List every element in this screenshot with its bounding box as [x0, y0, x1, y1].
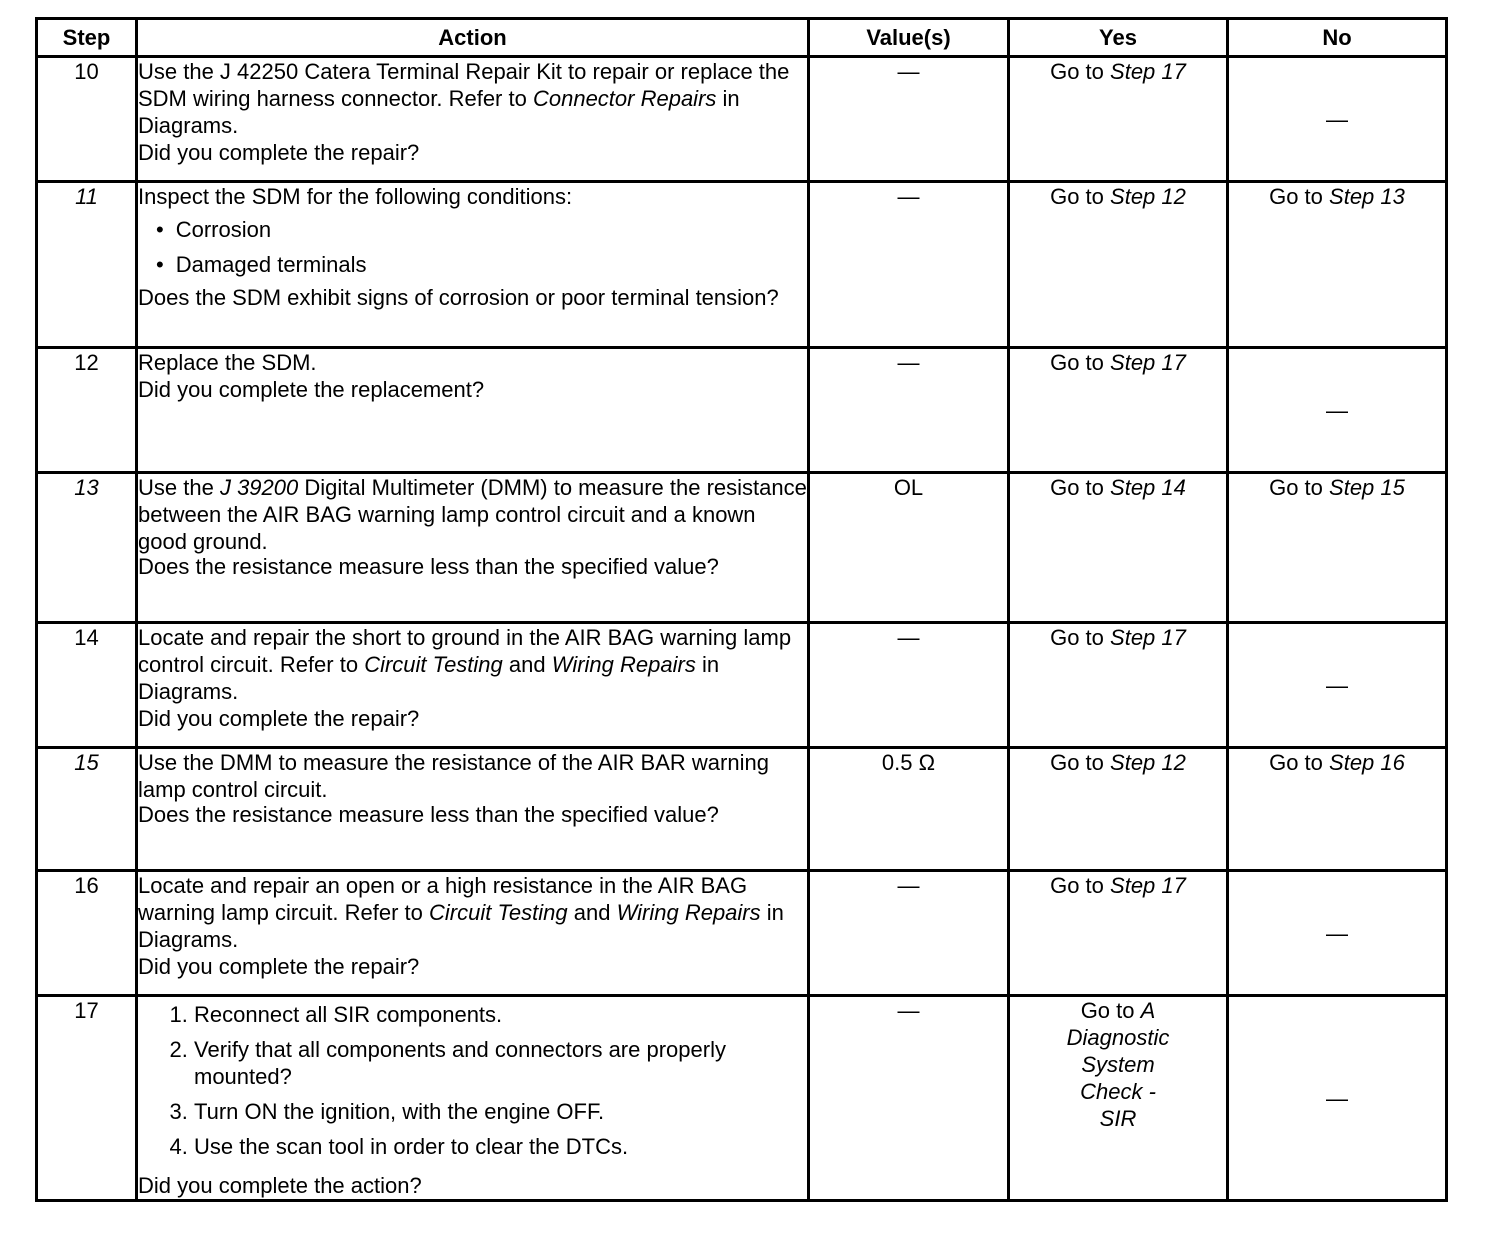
step-number: 12	[37, 348, 137, 473]
table-row	[37, 623, 1447, 748]
step-number: 10	[37, 57, 137, 182]
list-item: 4. Use the scan tool in order to clear the DTCs.	[194, 1133, 807, 1160]
no-cell: —	[1228, 348, 1447, 473]
action-text: Locate and repair the short to ground in the AIR BAG warning lamp control circuit. Refer to Circuit Testing and Wiring Repairs in Diagrams.	[138, 625, 792, 704]
action-question: Did you complete the replacement?	[138, 377, 485, 402]
action-text: Use the J 39200 Digital Multimeter (DMM) to measure the resistance between the AIR BAG warning lamp control circuit and a known good ground.	[138, 475, 807, 554]
table-row	[37, 996, 1447, 1201]
no-cell: —	[1228, 623, 1447, 748]
value-cell: —	[809, 348, 1009, 473]
step-number: 13	[37, 473, 137, 623]
yes-cell: Go to Step 14	[1009, 473, 1228, 623]
list-item: 2. Verify that all components and connectors are properly mounted?	[194, 1036, 807, 1090]
value-cell: —	[809, 623, 1009, 748]
action-cell	[137, 57, 809, 182]
step-number: 14	[37, 623, 137, 748]
action-cell	[137, 748, 809, 871]
yes-cell: Go to Step 17	[1009, 871, 1228, 996]
table-row	[37, 182, 1447, 348]
no-cell: Go to Step 15	[1228, 473, 1447, 623]
action-question: Did you complete the action?	[138, 1173, 422, 1198]
yes-cell: Go to Step 17	[1009, 57, 1228, 182]
header-no: No	[1228, 19, 1447, 57]
no-cell: Go to Step 13	[1228, 182, 1447, 348]
action-cell	[137, 623, 809, 748]
value-cell: —	[809, 996, 1009, 1201]
step-number: 17	[37, 996, 137, 1201]
table-row	[37, 348, 1447, 473]
list-item: • Damaged terminals	[156, 251, 807, 278]
no-cell: —	[1228, 871, 1447, 996]
header-action: Action	[137, 19, 809, 57]
list-item: 1. Reconnect all SIR components.	[194, 1001, 807, 1028]
yes-cell: Go to Step 12	[1009, 182, 1228, 348]
value-cell: —	[809, 57, 1009, 182]
value-cell: —	[809, 182, 1009, 348]
table-row	[37, 871, 1447, 996]
yes-cell: Go to Step 12	[1009, 748, 1228, 871]
action-cell	[137, 182, 809, 348]
diagnostic-table	[35, 17, 1448, 1202]
table-row	[37, 57, 1447, 182]
header-values: Value(s)	[809, 19, 1009, 57]
numbered-steps	[138, 1001, 807, 1168]
no-cell: Go to Step 16	[1228, 748, 1447, 871]
action-cell	[137, 996, 809, 1201]
action-question: Did you complete the repair?	[138, 954, 420, 979]
value-cell: OL	[809, 473, 1009, 623]
action-text: Inspect the SDM for the following conditions:	[138, 184, 573, 209]
yes-cell: Go to A Diagnostic System Check - SIR	[1009, 996, 1228, 1201]
action-cell	[137, 871, 809, 996]
action-question: Does the SDM exhibit signs of corrosion or poor terminal tension?	[138, 285, 779, 310]
value-cell: 0.5 Ω	[809, 748, 1009, 871]
yes-cell: Go to Step 17	[1009, 623, 1228, 748]
header-step: Step	[37, 19, 137, 57]
no-cell: —	[1228, 996, 1447, 1201]
condition-list	[156, 216, 807, 278]
step-number: 11	[37, 182, 137, 348]
step-number: 16	[37, 871, 137, 996]
action-question: Did you complete the repair?	[138, 140, 420, 165]
step-number: 15	[37, 748, 137, 871]
yes-cell: Go to Step 17	[1009, 348, 1228, 473]
header-row	[37, 19, 1447, 57]
action-text: Use the J 42250 Catera Terminal Repair Kit to repair or replace the SDM wiring harness connector. Refer to Connector Repairs in Diagrams.	[138, 59, 790, 138]
no-cell: —	[1228, 57, 1447, 182]
action-cell	[137, 473, 809, 623]
action-text: Locate and repair an open or a high resistance in the AIR BAG warning lamp circuit. Refer to Circuit Testing and Wiring Repairs in Diagrams.	[138, 873, 784, 952]
list-item: 3. Turn ON the ignition, with the engine OFF.	[194, 1098, 807, 1125]
action-text: Replace the SDM.	[138, 350, 317, 375]
table-row	[37, 473, 1447, 623]
action-question: Does the resistance measure less than the specified value?	[138, 802, 719, 827]
table-row	[37, 748, 1447, 871]
action-question: Does the resistance measure less than the specified value?	[138, 554, 719, 579]
list-item: • Corrosion	[156, 216, 807, 243]
action-text: Use the DMM to measure the resistance of the AIR BAR warning lamp control circuit.	[138, 750, 769, 802]
value-cell: —	[809, 871, 1009, 996]
action-cell	[137, 348, 809, 473]
header-yes: Yes	[1009, 19, 1228, 57]
action-question: Did you complete the repair?	[138, 706, 420, 731]
